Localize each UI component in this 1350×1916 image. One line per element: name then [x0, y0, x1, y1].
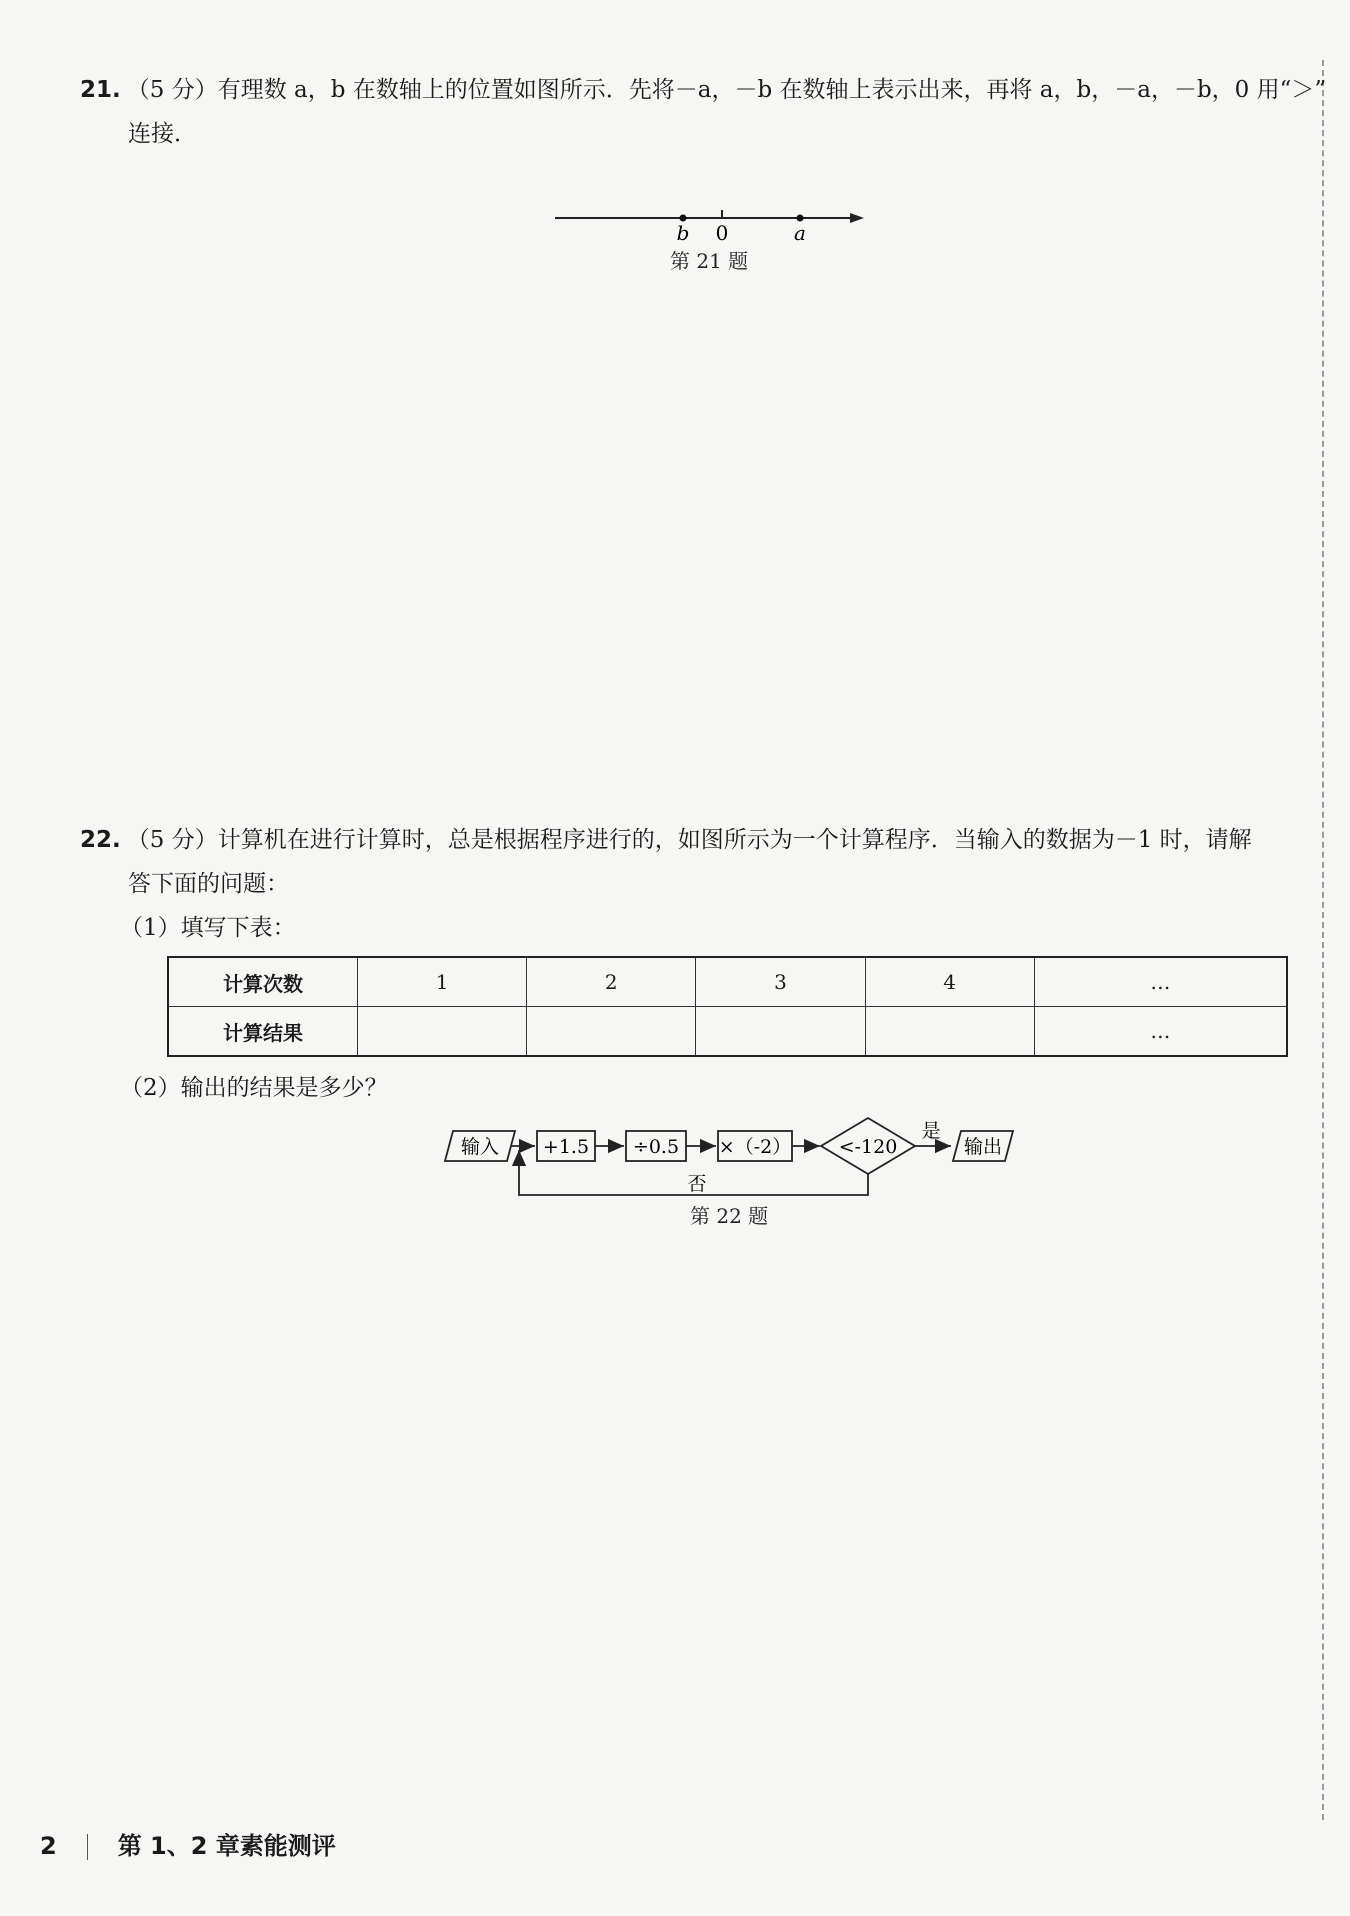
- figure-22-caption: 第 22 题: [690, 1204, 769, 1228]
- question-text: （5 分）计算机在进行计算时，总是根据程序进行的，如图所示为一个计算程序．当输入的数据为－1 时，请解: [126, 827, 1252, 853]
- question-21-line1: [80, 68, 1326, 112]
- table-cell: 3: [696, 957, 865, 1007]
- footer-title: 第 1、2 章素能测评: [117, 1832, 336, 1860]
- footer-divider: [87, 1834, 88, 1860]
- question-22-line2: 答下面的问题：: [128, 871, 289, 897]
- label-a: a: [794, 221, 806, 245]
- question-21: [80, 68, 1326, 156]
- page-footer: [40, 1826, 336, 1861]
- table-cell: 1: [358, 957, 527, 1007]
- answer-cell[interactable]: [527, 1007, 696, 1057]
- question-22-line1: [80, 818, 1252, 862]
- figure-21-caption: 第 21 题: [670, 249, 749, 273]
- axis-arrow: [850, 213, 864, 223]
- label-zero: 0: [715, 221, 729, 245]
- table-cell: …: [1034, 1007, 1287, 1057]
- no-label: 否: [687, 1173, 707, 1195]
- question-22: [80, 818, 1252, 950]
- input-label: 输入: [460, 1136, 500, 1158]
- output-label: 输出: [963, 1136, 1003, 1158]
- part-2-label: （2）输出的结果是多少？: [120, 1075, 388, 1101]
- cut-line: [1322, 60, 1324, 1820]
- answer-cell[interactable]: [696, 1007, 865, 1057]
- step1-label: +1.5: [542, 1136, 590, 1158]
- table-cell: 2: [527, 957, 696, 1007]
- part-1-label: （1）填写下表：: [120, 915, 296, 941]
- yes-label: 是: [921, 1120, 941, 1142]
- answer-cell[interactable]: [865, 1007, 1034, 1057]
- calc-table: [167, 956, 1288, 1057]
- table-row: [168, 957, 1287, 1007]
- table-header-result: 计算结果: [168, 1007, 358, 1057]
- answer-cell[interactable]: [358, 1007, 527, 1057]
- table-cell: …: [1034, 957, 1287, 1007]
- flowchart: [435, 1115, 1025, 1205]
- question-21-line2: 连接．: [128, 121, 197, 147]
- question-number: 22.: [80, 827, 121, 853]
- table-row: [168, 1007, 1287, 1057]
- page-number: 2: [40, 1832, 57, 1860]
- step2-label: ÷0.5: [632, 1136, 680, 1158]
- question-number: 21.: [80, 77, 121, 103]
- step3-label: ×（-2）: [718, 1136, 792, 1158]
- condition-label: <-120: [838, 1136, 898, 1158]
- table-cell: 4: [865, 957, 1034, 1007]
- table-header-count: 计算次数: [168, 957, 358, 1007]
- question-text: （5 分）有理数 a，b 在数轴上的位置如图所示．先将－a，－b 在数轴上表示出来，再将 a，b，－a，－b，0 用“＞”: [126, 77, 1327, 103]
- label-b: b: [676, 221, 690, 245]
